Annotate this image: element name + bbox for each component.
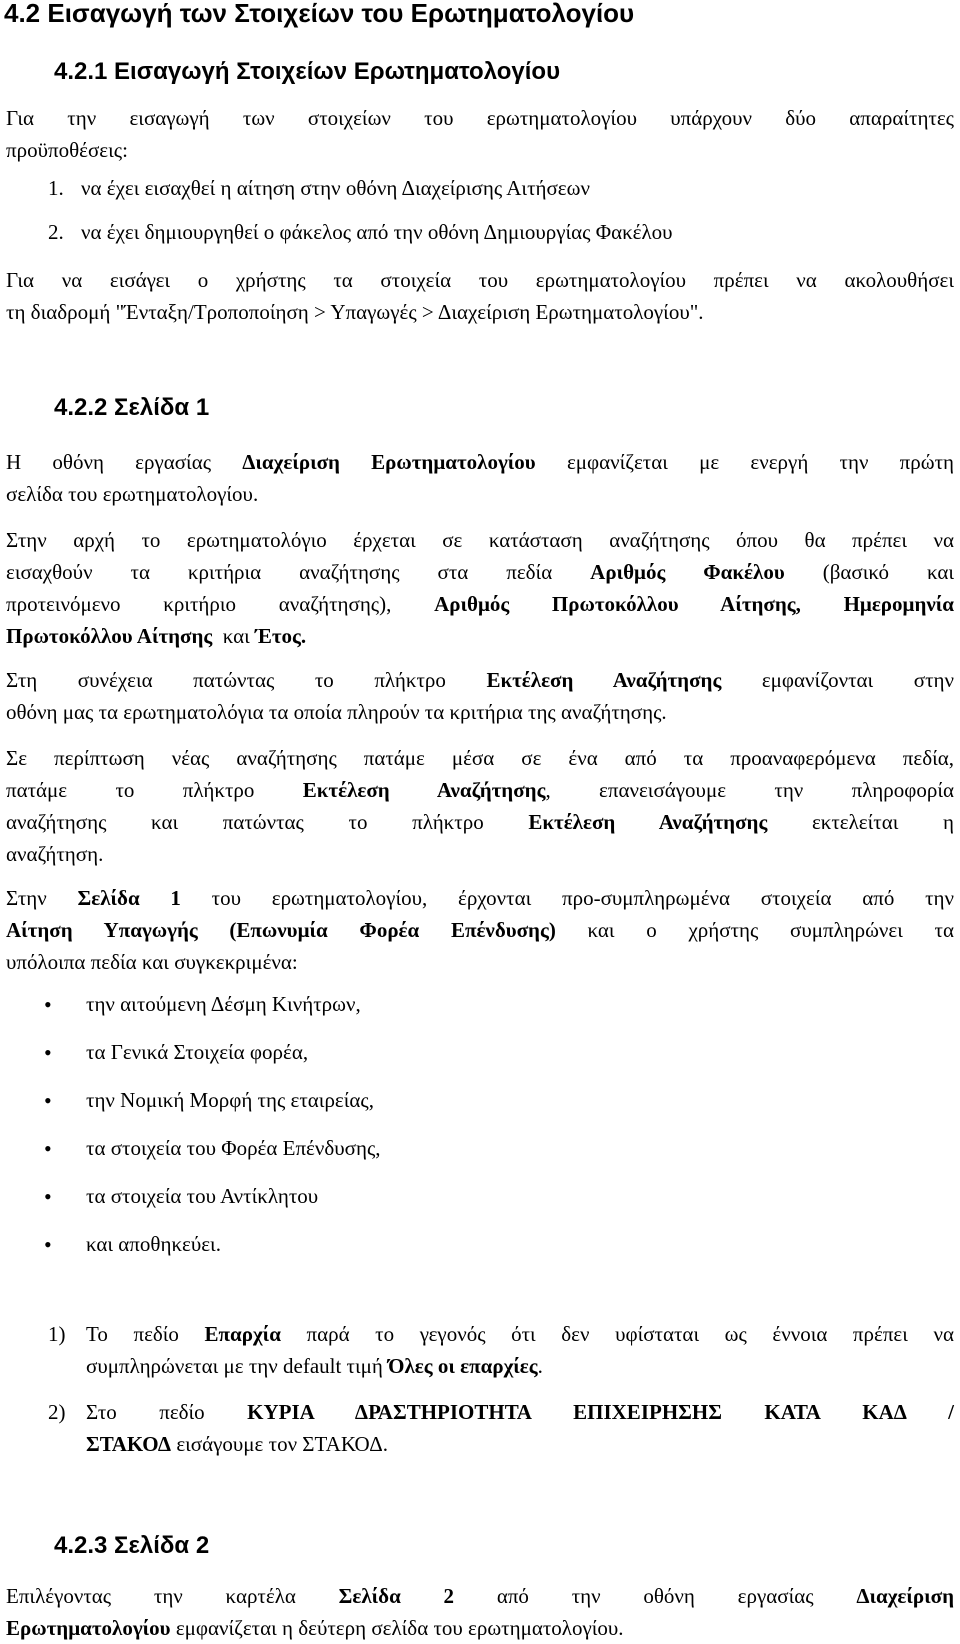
- bold-run: Αριθμός Πρωτοκόλλου Αίτησης, Ημερομηνία: [434, 592, 954, 616]
- paragraph-line: [6, 774, 954, 806]
- text-run: παρά το γεγονός ότι δεν υφίσταται ως έννοια πρέπει να: [280, 1322, 954, 1346]
- note-line: [86, 1396, 954, 1428]
- ordered-list-item: [48, 176, 590, 201]
- bullet-text: τα στοιχεία του Φορέα Επένδυσης,: [86, 1136, 381, 1160]
- bold-run: Διαχείριση: [856, 1584, 954, 1608]
- paragraph-line: [6, 446, 954, 478]
- paragraph-line: [6, 914, 954, 946]
- bold-run: Εκτέλεση Αναζήτησης: [528, 810, 768, 834]
- bold-run: ΚΥΡΙΑ ΔΡΑΣΤΗΡΙΟΤΗΤΑ ΕΠΙΧΕΙΡΗΣΗΣ ΚΑΤΑ ΚΑΔ /: [247, 1400, 955, 1424]
- text-run: Η οθόνη εργασίας: [6, 450, 243, 474]
- note-number: 1): [48, 1322, 66, 1346]
- paragraph-line: [6, 624, 306, 648]
- paragraph-line: Σε περίπτωση νέας αναζήτησης πατάμε μέσα σε ένα από τα προαναφερόμενα πεδία,: [6, 746, 954, 770]
- list-item-text: να έχει δημιουργηθεί ο φάκελος από την οθόνη Δημιουργίας Φακέλου: [81, 220, 673, 244]
- text-run: Στη συνέχεια πατώντας το πλήκτρο: [6, 668, 487, 692]
- paragraph-line: Στην αρχή το ερωτηματολόγιο έρχεται σε κατάσταση αναζήτησης όπου θα πρέπει να: [6, 528, 954, 552]
- bold-run: Όλες οι επαρχίες: [388, 1354, 538, 1378]
- text-run: .: [537, 1354, 543, 1378]
- bold-run: Αριθμός Φακέλου: [590, 560, 785, 584]
- text-run: εκτελείται η: [767, 810, 954, 834]
- text-run: και: [212, 624, 256, 648]
- bold-run: ΣΤΑΚΟΔ: [86, 1432, 172, 1456]
- bullet-icon: •: [44, 1232, 52, 1257]
- text-run: εμφανίζεται με ενεργή την πρώτη: [535, 450, 954, 474]
- path-line-2: τη διαδρομή "Ένταξη/Τροποποίηση > Υπαγωγές > Διαχείριση Ερωτηματολογίου".: [6, 300, 704, 324]
- bullet-text: την Νομική Μορφή της εταιρείας,: [86, 1088, 374, 1112]
- paragraph-page-2: [6, 1580, 954, 1644]
- text-run: συμπληρώνεται με την default τιμή: [86, 1354, 389, 1378]
- paragraph-new-search: [6, 742, 954, 870]
- text-run: εισάγουμε τον ΣΤΑΚΟΔ.: [171, 1432, 388, 1456]
- note-line: [86, 1354, 543, 1378]
- text-run: και ο χρήστης συμπληρώνει τα: [555, 918, 954, 942]
- bullet-text: τα Γενικά Στοιχεία φορέα,: [86, 1040, 309, 1064]
- list-item-text: να έχει εισαχθεί η αίτηση στην οθόνη Διαχείρισης Αιτήσεων: [81, 176, 590, 200]
- bullet-text: τα στοιχεία του Αντίκλητου: [86, 1184, 319, 1208]
- bold-run: Έτος.: [255, 624, 307, 648]
- text-run: πατάμε το πλήκτρο: [6, 778, 303, 802]
- bold-run: Εκτέλεση Αναζήτησης: [302, 778, 546, 802]
- path-line-1: Για να εισάγει ο χρήστης τα στοιχεία του ερωτηματολογίου πρέπει να ακολουθήσει: [6, 268, 954, 292]
- paragraph-line: [6, 806, 954, 838]
- paragraph-execute-search: [6, 664, 954, 728]
- bold-run: Επαρχία: [204, 1322, 281, 1346]
- subsection-heading-4-2-2: 4.2.2 Σελίδα 1: [54, 394, 210, 421]
- bullet-icon: •: [44, 1040, 52, 1065]
- subsection-heading-4-2-3: 4.2.3 Σελίδα 2: [54, 1532, 210, 1559]
- text-run: (βασικό και: [784, 560, 954, 584]
- section-heading-4-2: 4.2 Εισαγωγή των Στοιχείων του Ερωτηματολογίου: [4, 0, 635, 28]
- paragraph-line: [6, 664, 954, 696]
- bullet-icon: •: [44, 992, 52, 1017]
- intro-paragraph: [6, 102, 954, 166]
- bullet-text: και αποθηκεύει.: [86, 1232, 221, 1256]
- paragraph-line: [6, 1616, 624, 1640]
- bullet-text: την αιτούμενη Δέσμη Κινήτρων,: [86, 992, 361, 1016]
- note-number: 2): [48, 1400, 66, 1424]
- paragraph-line: οθόνη μας τα ερωτηματολόγια τα οποία πληρούν τα κριτήρια της αναζήτησης.: [6, 700, 667, 724]
- intro-line-2: προϋποθέσεις:: [6, 138, 128, 162]
- text-run: εισαχθούν τα κριτήρια αναζήτησης στα πεδία: [6, 560, 591, 584]
- text-run: από την οθόνη εργασίας: [454, 1584, 857, 1608]
- paragraph-line: [6, 882, 954, 914]
- paragraph-line: [6, 588, 954, 620]
- paragraph-line: υπόλοιπα πεδία και συγκεκριμένα:: [6, 950, 298, 974]
- text-run: Στην: [6, 886, 78, 910]
- list-number: 1.: [48, 176, 64, 200]
- text-run: Επιλέγοντας την καρτέλα: [6, 1584, 339, 1608]
- paragraph-line: αναζήτηση.: [6, 842, 104, 866]
- paragraph-page-1-fields: [6, 882, 954, 978]
- bold-run: Σελίδα 2: [338, 1584, 455, 1608]
- bold-run: Διαχείριση Ερωτηματολογίου: [242, 450, 536, 474]
- list-number: 2.: [48, 220, 64, 244]
- bullet-icon: •: [44, 1184, 52, 1209]
- text-run: εμφανίζονται στην: [721, 668, 954, 692]
- paragraph-screen-intro: [6, 446, 954, 510]
- bold-run: Σελίδα 1: [77, 886, 181, 910]
- paragraph-line: σελίδα του ερωτηματολογίου.: [6, 482, 259, 506]
- text-run: Το πεδίο: [86, 1322, 205, 1346]
- note-line: [86, 1432, 388, 1456]
- text-run: Στο πεδίο: [86, 1400, 248, 1424]
- note-text: [86, 1318, 954, 1382]
- note-line: [86, 1318, 954, 1350]
- bullet-icon: •: [44, 1136, 52, 1161]
- paragraph-search-criteria: [6, 524, 954, 652]
- text-run: , επανεισάγουμε την πληροφορία: [545, 778, 954, 802]
- intro-line-1: Για την εισαγωγή των στοιχείων του ερωτηματολογίου υπάρχουν δύο απαραίτητες: [6, 106, 954, 130]
- text-run: αναζήτησης και πατώντας το πλήκτρο: [6, 810, 529, 834]
- ordered-list-item: [48, 220, 673, 245]
- text-run: του ερωτηματολογίου, έρχονται προ-συμπληρωμένα στοιχεία από την: [180, 886, 954, 910]
- bold-run: Πρωτοκόλλου Αίτησης: [6, 624, 213, 648]
- subsection-heading-4-2-1: 4.2.1 Εισαγωγή Στοιχείων Ερωτηματολογίου: [54, 58, 561, 85]
- bullet-icon: •: [44, 1088, 52, 1113]
- paragraph-line: [6, 556, 954, 588]
- bold-run: Ερωτηματολογίου: [6, 1616, 171, 1640]
- text-run: προτεινόμενο κριτήριο αναζήτησης),: [6, 592, 435, 616]
- bold-run: Εκτέλεση Αναζήτησης: [486, 668, 722, 692]
- paragraph-line: [6, 1580, 954, 1612]
- text-run: εμφανίζεται η δεύτερη σελίδα του ερωτηματολογίου.: [170, 1616, 624, 1640]
- navigation-path-paragraph: [6, 264, 954, 328]
- note-text: [86, 1396, 954, 1460]
- bold-run: Αίτηση Υπαγωγής (Επωνυμία Φορέα Επένδυσης): [6, 918, 556, 942]
